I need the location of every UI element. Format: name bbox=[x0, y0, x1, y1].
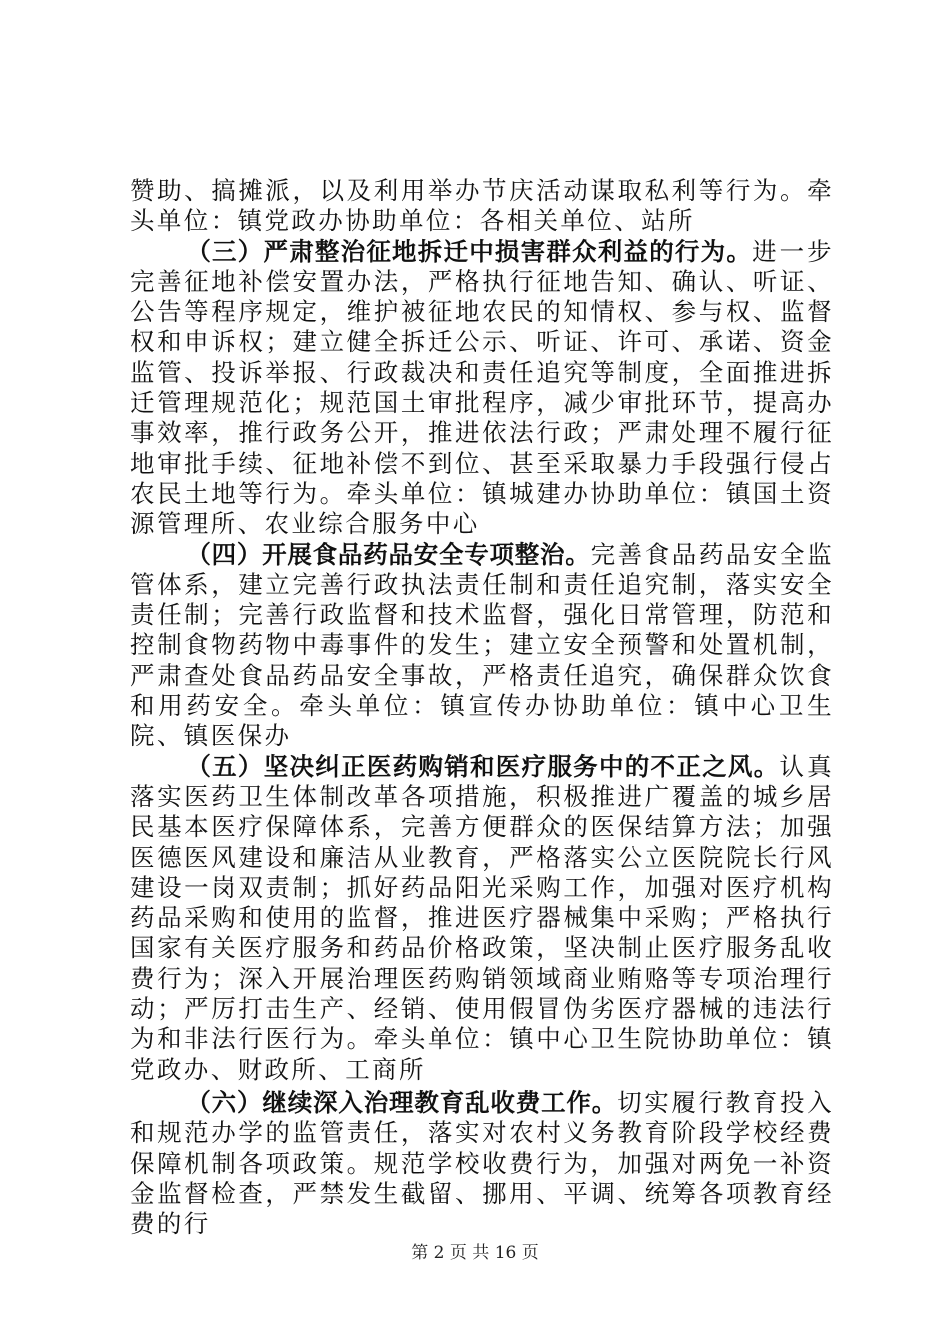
section-3-body: 进一步完善征地补偿安置办法，严格执行征地告知、确认、听证、公告等程序规定，维护被征地农民的知情权、参与权、监督权和申诉权；建立健全拆迁公示、听证、许可、承诺、资金监管、投诉举报、行政裁决和责任追究等制度，全面推进拆迁管理规范化；规范国土审批程序，减少审批环节，提高办事效率，推行政务公开，推进依法行政；严肃处理不履行征地审批手续、征地补偿不到位、甚至采取暴力手段强行侵占农民土地等行为。牵头单位：镇城建办协助单位：镇国土资源管理所、农业综合服务中心 bbox=[130, 236, 834, 539]
section-4-heading: （四）开展食品药品安全专项整治。 bbox=[186, 539, 591, 569]
section-4-body: 完善食品药品安全监管体系，建立完善行政执法责任制和责任追究制，落实安全责任制；完善行政监督和技术监督，强化日常管理，防范和控制食物药物中毒事件的发生；建立安全预警和处置机制，严肃查处食品药品安全事故，严格责任追究，确保群众饮食和用药安全。牵头单位：镇宣传办协助单位：镇中心卫生院、镇医保办 bbox=[130, 539, 834, 751]
page-footer bbox=[0, 1238, 950, 1263]
document-body bbox=[130, 176, 834, 1239]
section-5-paragraph bbox=[130, 752, 834, 1085]
section-5-heading: （五）坚决纠正医药购销和医疗服务中的不正之风。 bbox=[186, 751, 780, 781]
section-3-paragraph bbox=[130, 237, 834, 540]
section-4-paragraph bbox=[130, 540, 834, 752]
section-6-paragraph bbox=[130, 1088, 834, 1239]
section-5-body: 认真落实医药卫生体制改革各项措施，积极推进广覆盖的城乡居民基本医疗保障体系，完善方便群众的医保结算方法；加强医德医风建设和廉洁从业教育，严格落实公立医院院长行风建设一岗双责制；抓好药品阳光采购工作，加强对医疗机构药品采购和使用的监督，推进医疗器械集中采购；严格执行国家有关医疗服务和药品价格政策，坚决制止医疗服务乱收费行为；深入开展治理医药购销领域商业贿赂等专项治理行动；严厉打击生产、经销、使用假冒伪劣医疗器械的违法行为和非法行医行为。牵头单位：镇中心卫生院协助单位：镇党政办、财政所、工商所 bbox=[130, 751, 834, 1084]
section-6-heading: （六）继续深入治理教育乱收费工作。 bbox=[186, 1087, 618, 1117]
page-number: 第 2 页 共 16 页 bbox=[411, 1243, 539, 1263]
opening-paragraph: 赞助、搞摊派，以及利用举办节庆活动谋取私利等行为。牵头单位：镇党政办协助单位：各相关单位、站所 bbox=[130, 176, 834, 236]
section-6-body: 切实履行教育投入和规范办学的监管责任，落实对农村义务教育阶段学校经费保障机制各项政策。规范学校收费行为，加强对两免一补资金监督检查，严禁发生截留、挪用、平调、统筹各项教育经费的行 bbox=[130, 1087, 835, 1239]
section-3-heading: （三）严肃整治征地拆迁中损害群众利益的行为。 bbox=[186, 236, 753, 266]
